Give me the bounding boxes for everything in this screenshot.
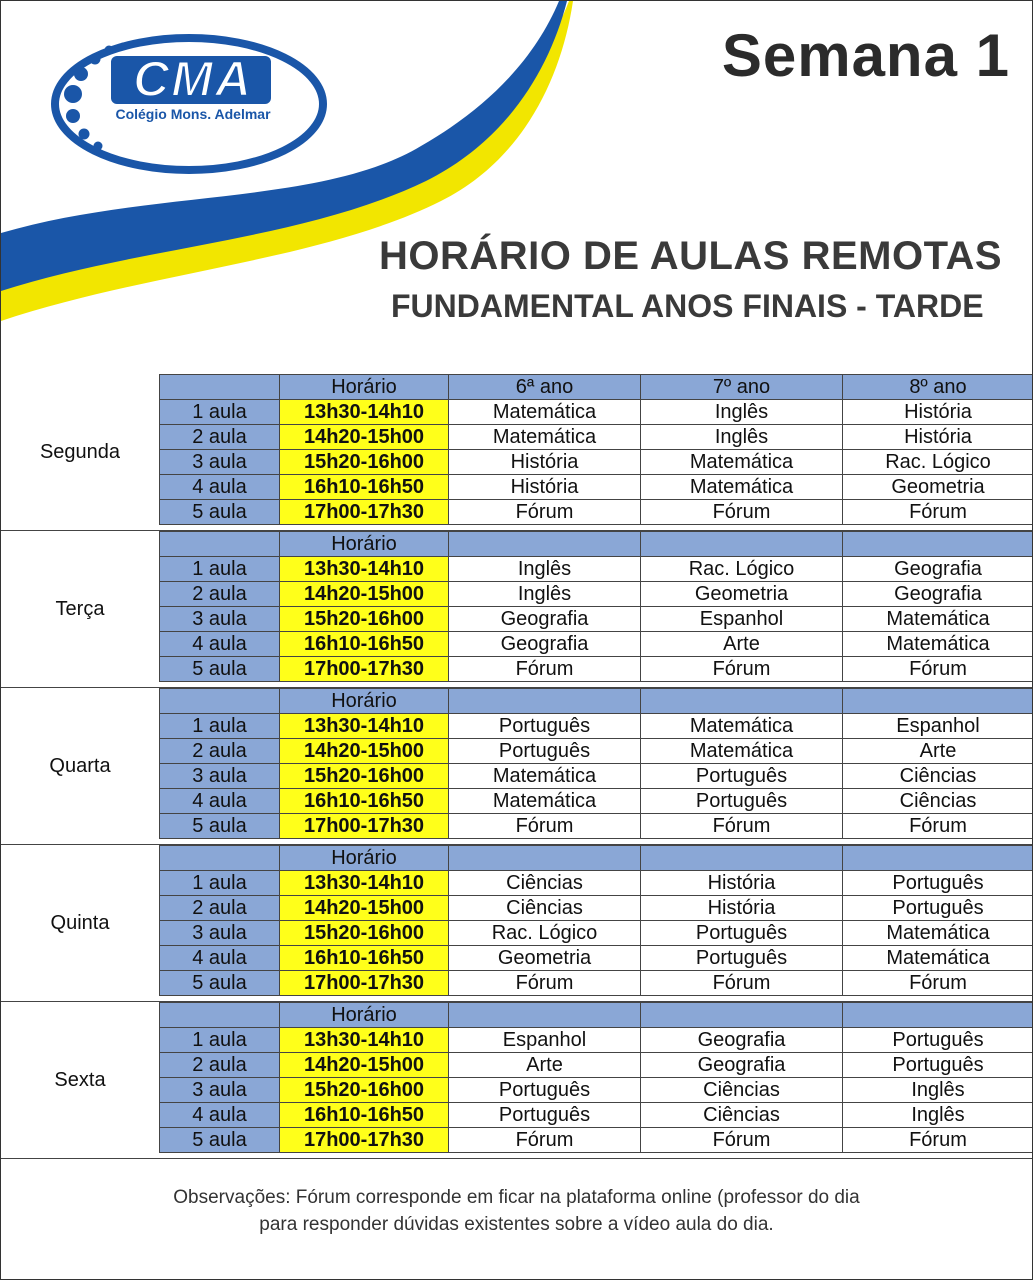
table-row [160,764,1033,789]
subject-7-ano: Português [641,789,843,814]
day-grid [159,845,1033,996]
column-header-time: Horário [280,532,449,557]
subject-7-ano: Geografia [641,1053,843,1078]
observations-line-1: Observações: Fórum corresponde em ficar na plataforma online (professor do dia [173,1187,860,1208]
subject-8-ano: Matemática [843,921,1033,946]
day-name: Quinta [50,911,110,934]
subject-8-ano: Português [843,1028,1033,1053]
subject-6-ano: Inglês [449,582,641,607]
subject-8-ano: Fórum [843,1128,1033,1153]
subject-6-ano: Geografia [449,607,641,632]
time-slot: 17h00-17h30 [280,1128,449,1153]
subject-8-ano: Matemática [843,632,1033,657]
header-empty-cell [449,689,641,714]
lesson-number: 1 aula [160,714,280,739]
table-row [160,425,1033,450]
time-slot: 13h30-14h10 [280,557,449,582]
subject-7-ano: Fórum [641,971,843,996]
lesson-number: 5 aula [160,657,280,682]
subject-8-ano: Rac. Lógico [843,450,1033,475]
header-blank-cell [160,375,280,400]
column-header: Horário [280,375,449,400]
logo-school-name: Colégio Mons. Adelmar [115,106,271,122]
subject-8-ano: Português [843,896,1033,921]
subject-6-ano: Português [449,739,641,764]
lesson-number: 2 aula [160,1053,280,1078]
column-header: 8º ano [843,375,1033,400]
table-row [160,971,1033,996]
lesson-number: 1 aula [160,871,280,896]
time-slot: 15h20-16h00 [280,1078,449,1103]
table-row [160,921,1033,946]
table-row [160,1053,1033,1078]
subject-7-ano: Inglês [641,425,843,450]
lesson-number: 5 aula [160,500,280,525]
table-row [160,657,1033,682]
day-block [1,374,1032,531]
subject-7-ano: História [641,871,843,896]
subject-7-ano: Matemática [641,450,843,475]
lesson-number: 4 aula [160,789,280,814]
time-slot: 17h00-17h30 [280,814,449,839]
lesson-number: 3 aula [160,450,280,475]
subject-7-ano: Fórum [641,1128,843,1153]
subject-6-ano: Geometria [449,946,641,971]
day-block [1,1002,1032,1159]
day-block [1,531,1032,688]
day-name: Terça [55,597,105,620]
subject-7-ano: Fórum [641,500,843,525]
subject-8-ano: Fórum [843,814,1033,839]
header-blank-cell [160,1003,280,1028]
table-row [160,1078,1033,1103]
lesson-number: 5 aula [160,971,280,996]
table-row [160,1028,1033,1053]
lesson-number: 5 aula [160,1128,280,1153]
time-slot: 14h20-15h00 [280,739,449,764]
observations-note [1,1184,1032,1238]
day-grid [159,1002,1033,1153]
observations-line-2: para responder dúvidas existentes sobre a vídeo aula do dia. [259,1214,774,1235]
lesson-number: 1 aula [160,1028,280,1053]
day-name: Segunda [39,440,121,463]
time-slot: 17h00-17h30 [280,657,449,682]
time-slot: 14h20-15h00 [280,896,449,921]
time-slot: 17h00-17h30 [280,500,449,525]
column-header-time: Horário [280,689,449,714]
subject-8-ano: Inglês [843,1103,1033,1128]
subject-7-ano: Geografia [641,1028,843,1053]
day-name: Quarta [49,754,111,777]
lesson-number: 3 aula [160,607,280,632]
lesson-number: 4 aula [160,632,280,657]
table-row [160,896,1033,921]
subject-7-ano: História [641,896,843,921]
lesson-number: 5 aula [160,814,280,839]
header-empty-cell [449,846,641,871]
header-empty-cell [843,689,1033,714]
logo-acronym: CMA [133,51,253,107]
day-block [1,688,1032,845]
subject-6-ano: Fórum [449,1128,641,1153]
header-empty-cell [641,532,843,557]
time-slot: 17h00-17h30 [280,971,449,996]
subject-6-ano: Espanhol [449,1028,641,1053]
subject-6-ano: Rac. Lógico [449,921,641,946]
subject-6-ano: Fórum [449,814,641,839]
header-row [160,689,1033,714]
subject-7-ano: Rac. Lógico [641,557,843,582]
subject-7-ano: Fórum [641,814,843,839]
time-slot: 15h20-16h00 [280,607,449,632]
time-slot: 14h20-15h00 [280,582,449,607]
subject-7-ano: Ciências [641,1103,843,1128]
time-slot: 15h20-16h00 [280,921,449,946]
table-row [160,557,1033,582]
table-row [160,400,1033,425]
subject-6-ano: Matemática [449,425,641,450]
page-subtitle: FUNDAMENTAL ANOS FINAIS - TARDE [391,288,984,324]
subject-8-ano: Fórum [843,971,1033,996]
subject-7-ano: Fórum [641,657,843,682]
table-row [160,814,1033,839]
page-title: HORÁRIO DE AULAS REMOTAS [379,234,1003,278]
header-blank-cell [160,532,280,557]
header-empty-cell [449,1003,641,1028]
table-row [160,632,1033,657]
subject-6-ano: Português [449,1078,641,1103]
lesson-number: 4 aula [160,946,280,971]
subject-8-ano: Geografia [843,582,1033,607]
subject-6-ano: Português [449,1103,641,1128]
lesson-number: 2 aula [160,425,280,450]
table-row [160,582,1033,607]
subject-8-ano: Fórum [843,500,1033,525]
time-slot: 16h10-16h50 [280,632,449,657]
table-row [160,789,1033,814]
subject-8-ano: Geografia [843,557,1033,582]
column-header: 6ª ano [449,375,641,400]
lesson-number: 2 aula [160,739,280,764]
subject-7-ano: Geometria [641,582,843,607]
table-row [160,500,1033,525]
subject-7-ano: Arte [641,632,843,657]
subject-8-ano: Ciências [843,789,1033,814]
subject-8-ano: Português [843,871,1033,896]
subject-7-ano: Ciências [641,1078,843,1103]
time-slot: 16h10-16h50 [280,789,449,814]
schedule-table [1,374,1032,1159]
header-empty-cell [641,1003,843,1028]
subject-6-ano: Ciências [449,871,641,896]
header-row [160,1003,1033,1028]
header-empty-cell [641,846,843,871]
day-block [1,845,1032,1002]
header-empty-cell [449,532,641,557]
subject-7-ano: Inglês [641,400,843,425]
lesson-number: 1 aula [160,557,280,582]
table-row [160,714,1033,739]
day-name: Sexta [54,1068,106,1091]
header-empty-cell [641,689,843,714]
lesson-number: 2 aula [160,896,280,921]
subject-6-ano: Fórum [449,500,641,525]
day-grid [159,531,1033,682]
time-slot: 15h20-16h00 [280,450,449,475]
day-grid [159,374,1033,525]
subject-6-ano: Matemática [449,789,641,814]
subject-8-ano: Espanhol [843,714,1033,739]
header-empty-cell [843,1003,1033,1028]
time-slot: 16h10-16h50 [280,946,449,971]
table-row [160,1128,1033,1153]
header-row [160,375,1033,400]
time-slot: 16h10-16h50 [280,475,449,500]
subject-8-ano: Português [843,1053,1033,1078]
lesson-number: 2 aula [160,582,280,607]
subject-7-ano: Matemática [641,475,843,500]
lesson-number: 4 aula [160,1103,280,1128]
school-logo [51,26,331,176]
subject-7-ano: Matemática [641,739,843,764]
header-row [160,846,1033,871]
subject-6-ano: Ciências [449,896,641,921]
subject-6-ano: Inglês [449,557,641,582]
column-header-time: Horário [280,1003,449,1028]
subject-6-ano: Fórum [449,657,641,682]
subject-8-ano: Arte [843,739,1033,764]
table-row [160,871,1033,896]
subject-8-ano: Fórum [843,657,1033,682]
column-header: 7º ano [641,375,843,400]
subject-8-ano: História [843,425,1033,450]
header-empty-cell [843,532,1033,557]
lesson-number: 3 aula [160,764,280,789]
subject-8-ano: Inglês [843,1078,1033,1103]
table-row [160,739,1033,764]
header-blank-cell [160,689,280,714]
subject-7-ano: Matemática [641,714,843,739]
subject-7-ano: Espanhol [641,607,843,632]
time-slot: 13h30-14h10 [280,714,449,739]
time-slot: 14h20-15h00 [280,425,449,450]
subject-6-ano: História [449,475,641,500]
subject-8-ano: Geometria [843,475,1033,500]
subject-8-ano: Ciências [843,764,1033,789]
lesson-number: 4 aula [160,475,280,500]
lesson-number: 3 aula [160,1078,280,1103]
lesson-number: 1 aula [160,400,280,425]
table-row [160,475,1033,500]
table-row [160,1103,1033,1128]
header-empty-cell [843,846,1033,871]
column-header-time: Horário [280,846,449,871]
time-slot: 13h30-14h10 [280,400,449,425]
subject-8-ano: Matemática [843,607,1033,632]
subject-7-ano: Português [641,764,843,789]
time-slot: 13h30-14h10 [280,1028,449,1053]
time-slot: 15h20-16h00 [280,764,449,789]
subject-6-ano: Geografia [449,632,641,657]
subject-7-ano: Português [641,946,843,971]
header-row [160,532,1033,557]
lesson-number: 3 aula [160,921,280,946]
table-row [160,450,1033,475]
table-row [160,946,1033,971]
time-slot: 14h20-15h00 [280,1053,449,1078]
day-grid [159,688,1033,839]
time-slot: 16h10-16h50 [280,1103,449,1128]
subject-6-ano: Português [449,714,641,739]
subject-7-ano: Português [641,921,843,946]
subject-8-ano: Matemática [843,946,1033,971]
subject-6-ano: Fórum [449,971,641,996]
table-row [160,607,1033,632]
header-blank-cell [160,846,280,871]
subject-6-ano: Matemática [449,764,641,789]
header [1,1,1032,373]
subject-6-ano: Arte [449,1053,641,1078]
subject-6-ano: História [449,450,641,475]
week-title: Semana 1 [721,22,1010,89]
time-slot: 13h30-14h10 [280,871,449,896]
subject-6-ano: Matemática [449,400,641,425]
subject-8-ano: História [843,400,1033,425]
